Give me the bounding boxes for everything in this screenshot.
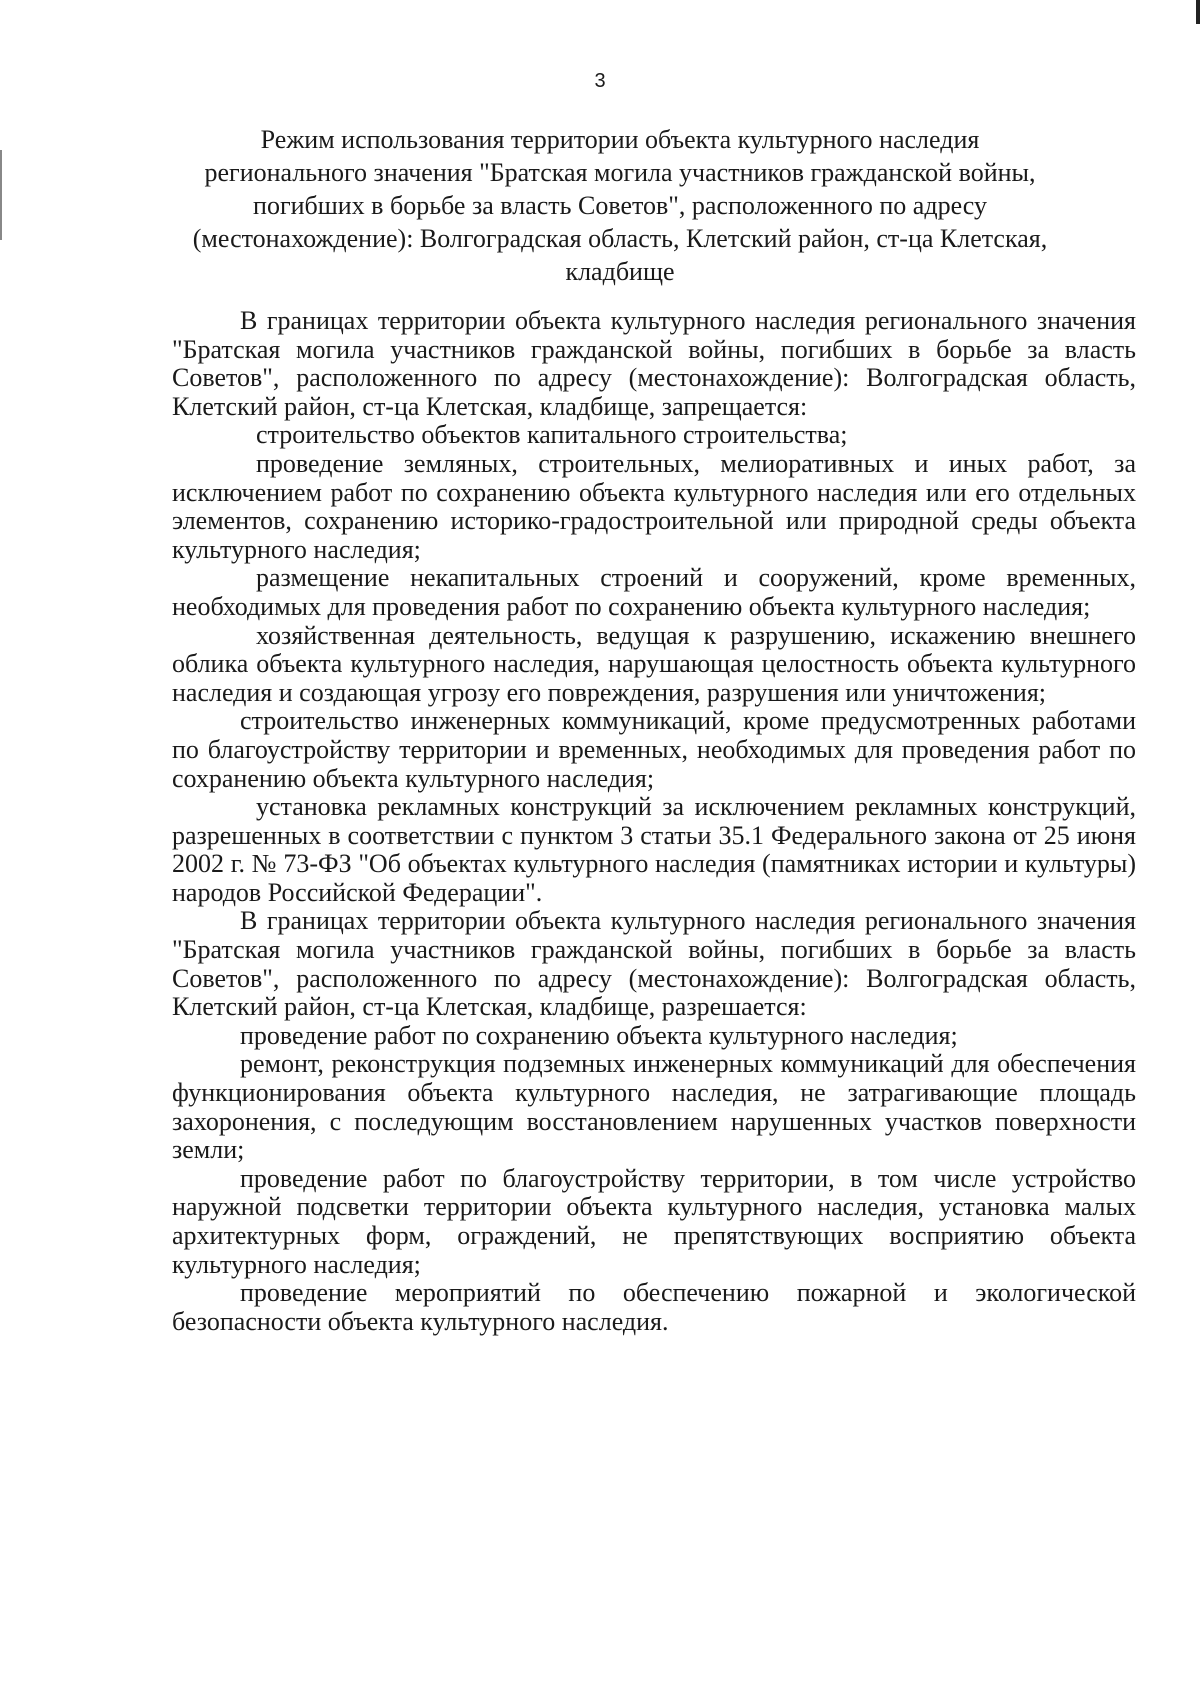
paragraph-item: строительство объектов капитального строительства; bbox=[256, 420, 848, 450]
paragraph-item: размещение некапитальных строений и сооружений, кроме временных, необходимых для проведения работ по сохранению объекта культурного наследия; bbox=[172, 563, 1136, 621]
paragraph-item: установка рекламных конструкций за исключением рекламных конструкций, разрешенных в соответствии с пунктом 3 статьи 35.1 Федерального закона от 25 июня 2002 г. № 73-ФЗ "Об объектах культурного наследия (памятниках истории и культуры) народов Российской Федерации". bbox=[172, 792, 1136, 907]
paragraph-item: проведение работ по благоустройству территории, в том числе устройство наружной подсветки территории объекта культурного наследия, установка малых архитектурных форм, ограждений, не препятствующих восприятию объекта культурного наследия; bbox=[172, 1163, 1136, 1279]
document-title bbox=[140, 123, 1100, 288]
paragraph-item: хозяйственная деятельность, ведущая к разрушению, искажению внешнего облика объекта культурного наследия, нарушающая целостность объекта культурного наследия и создающая угрозу его повреждения, разрушения или уничтожения; bbox=[172, 620, 1136, 707]
title-line: Режим использования территории объекта культурного наследия bbox=[260, 125, 980, 154]
title-line: регионального значения "Братская могила участников гражданской войны, bbox=[204, 158, 1036, 187]
paragraph-item: проведение работ по сохранению объекта культурного наследия; bbox=[240, 1020, 958, 1050]
paragraph-item: ремонт, реконструкция подземных инженерных коммуникаций для обеспечения функционирования объекта культурного наследия, не затрагивающие площадь захоронения, с последующим восстановлением нарушенных участков поверхности земли; bbox=[172, 1049, 1136, 1165]
page-number: 3 bbox=[594, 70, 606, 92]
scan-edge-mark bbox=[1196, 0, 1200, 24]
paragraph-permitted-intro: В границах территории объекта культурного наследия регионального значения "Братская могила участников гражданской войны, погибших в борьбе за власть Советов", расположенного по адресу (местонахождение): Волгоградская область, Клетский район, ст-ца Клетская, кладбище, разрешается: bbox=[172, 906, 1136, 1022]
scan-edge-mark bbox=[0, 150, 2, 240]
paragraph-item: проведение мероприятий по обеспечению пожарной и экологической безопасности объекта культурного наследия. bbox=[172, 1278, 1136, 1336]
title-line: (местонахождение): Волгоградская область, Клетский район, ст-ца Клетская, bbox=[192, 224, 1048, 253]
document-body bbox=[172, 307, 1136, 1336]
title-line: погибших в борьбе за власть Советов", расположенного по адресу bbox=[253, 191, 987, 220]
paragraph-prohibited-intro: В границах территории объекта культурного наследия регионального значения "Братская могила участников гражданской войны, погибших в борьбе за власть Советов", расположенного по адресу (местонахождение): Волгоградская область, Клетский район, ст-ца Клетская, кладбище, запрещается: bbox=[172, 306, 1136, 421]
title-line: кладбище bbox=[565, 257, 675, 286]
paragraph-item: проведение земляных, строительных, мелиоративных и иных работ, за исключением работ по сохранению объекта культурного наследия или его отдельных элементов, сохранению историко-градостроительной или природной среды объекта культурного наследия; bbox=[172, 448, 1136, 564]
paragraph-item: строительство инженерных коммуникаций, кроме предусмотренных работами по благоустройству территории и временных, необходимых для проведения работ по сохранению объекта культурного наследия; bbox=[172, 706, 1136, 793]
